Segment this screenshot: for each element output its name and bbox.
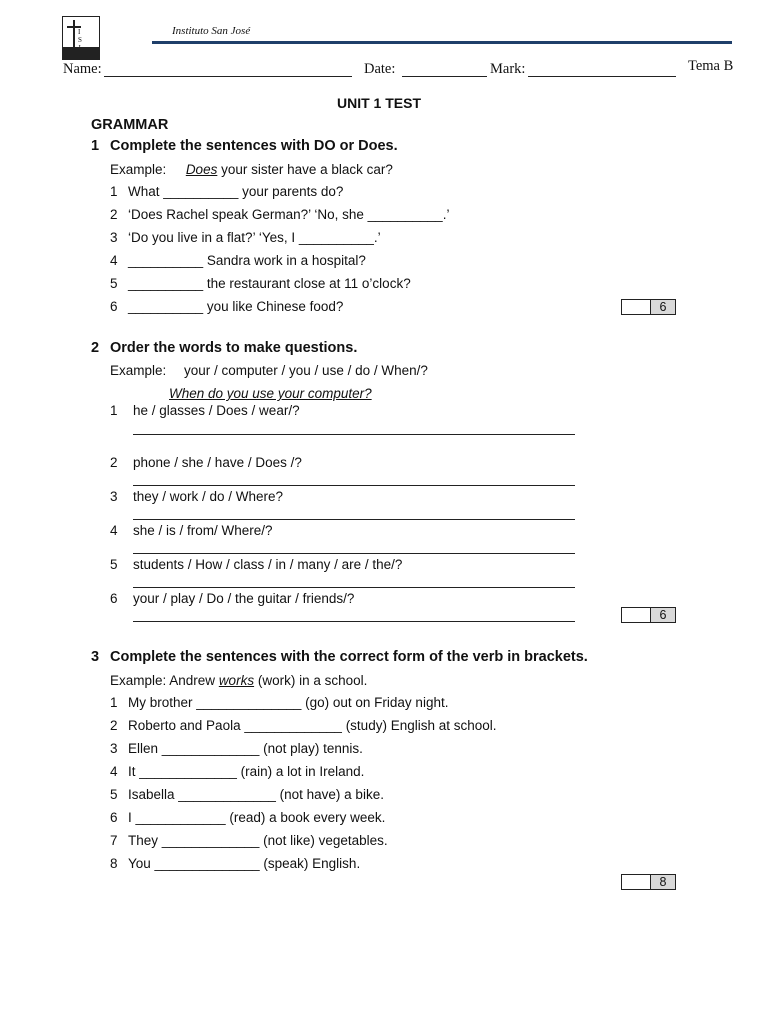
mark-field[interactable] <box>528 76 676 77</box>
q3-score-total: 8 <box>651 875 675 889</box>
q1-item-number: 5 <box>110 276 118 291</box>
q2-item-text: they / work / do / Where? <box>133 489 284 504</box>
q3-item-text[interactable]: Isabella _____________ (not have) a bike. <box>128 787 384 802</box>
q1-item-number: 4 <box>110 253 118 268</box>
q3-item-text[interactable]: You ______________ (speak) English. <box>128 856 361 871</box>
q3-score-input[interactable] <box>622 875 651 889</box>
tema-label: Tema B <box>688 58 734 74</box>
q1-score-total: 6 <box>651 300 675 314</box>
q3-example <box>110 673 367 688</box>
q1-score-input[interactable] <box>622 300 651 314</box>
q1-item-number: 3 <box>110 230 118 245</box>
q3-item-number: 8 <box>110 856 118 871</box>
q2-item-text: students / How / class / in / many / are / the/? <box>133 557 403 572</box>
q1-example <box>110 162 393 177</box>
q1-item-text[interactable]: ‘Do you live in a flat?’ ‘Yes, I __________.’ <box>128 230 381 245</box>
q3-item-number: 3 <box>110 741 118 756</box>
q2-item-text: she / is / from/ Where/? <box>133 523 273 538</box>
q1-item-text[interactable]: __________ Sandra work in a hospital? <box>128 253 366 268</box>
school-logo <box>62 16 100 60</box>
q2-score-input[interactable] <box>622 608 651 622</box>
q3-item-text[interactable]: They _____________ (not like) vegetables. <box>128 833 388 848</box>
q1-item-text[interactable]: __________ you like Chinese food? <box>128 299 344 314</box>
q2-item-text: phone / she / have / Does /? <box>133 455 302 470</box>
q1-example-label: Example: <box>110 162 167 177</box>
q2-example-label: Example: <box>110 363 167 378</box>
q3-item-number: 7 <box>110 833 118 848</box>
q3-item-number: 4 <box>110 764 118 779</box>
page-title: UNIT 1 TEST <box>337 95 422 111</box>
q3-number: 3 <box>91 649 100 665</box>
q2-answer-line[interactable] <box>133 434 575 435</box>
q2-answer-line[interactable] <box>133 621 575 622</box>
q2-answer-line[interactable] <box>133 587 575 588</box>
q2-item-number: 1 <box>110 403 118 418</box>
date-label: Date: <box>364 61 396 77</box>
q3-item-number: 6 <box>110 810 118 825</box>
q3-item-number: 1 <box>110 695 118 710</box>
q1-heading: Complete the sentences with DO or Does. <box>110 138 398 154</box>
section-title: GRAMMAR <box>91 117 169 133</box>
q1-item-text[interactable]: __________ the restaurant close at 11 o’clock? <box>128 276 411 291</box>
q3-item-text[interactable]: Roberto and Paola _____________ (study) English at school. <box>128 718 497 733</box>
q3-item-text[interactable]: My brother ______________ (go) out on Friday night. <box>128 695 449 710</box>
q2-item-number: 3 <box>110 489 118 504</box>
q3-example-answer: works <box>218 673 255 688</box>
q1-item-number: 2 <box>110 207 118 222</box>
q2-item-text: he / glasses / Does / wear/? <box>133 403 300 418</box>
q1-item-text[interactable]: ‘Does Rachel speak German?’ ‘No, she __________.’ <box>128 207 450 222</box>
q1-number: 1 <box>91 138 100 154</box>
q2-answer-line[interactable] <box>133 485 575 486</box>
q3-example-label: Example: Andrew <box>110 673 219 688</box>
q1-score-box <box>621 299 676 315</box>
logo-letters: I S <box>78 28 82 44</box>
q2-number: 2 <box>91 340 100 356</box>
q1-item-number: 6 <box>110 299 118 314</box>
mark-label: Mark: <box>490 61 526 77</box>
q1-item-text[interactable]: What __________ your parents do? <box>128 184 344 199</box>
q2-answer-line[interactable] <box>133 519 575 520</box>
q3-heading: Complete the sentences with the correct form of the verb in brackets. <box>110 649 588 665</box>
q2-item-number: 2 <box>110 455 118 470</box>
q3-score-box <box>621 874 676 890</box>
q1-item-number: 1 <box>110 184 118 199</box>
name-field[interactable] <box>104 76 352 77</box>
q2-score-box <box>621 607 676 623</box>
q1-example-answer: Does <box>185 162 218 177</box>
q3-item-number: 2 <box>110 718 118 733</box>
q1-example-rest: your sister have a black car? <box>217 162 393 177</box>
q2-heading: Order the words to make questions. <box>110 340 358 356</box>
date-field[interactable] <box>402 76 487 77</box>
q2-answer-line[interactable] <box>133 553 575 554</box>
q3-item-number: 5 <box>110 787 118 802</box>
q3-item-text[interactable]: I ____________ (read) a book every week. <box>128 810 386 825</box>
q2-example-answer: When do you use your computer? <box>169 386 372 401</box>
q2-item-number: 4 <box>110 523 118 538</box>
q2-item-number: 5 <box>110 557 118 572</box>
q2-item-text: your / play / Do / the guitar / friends/? <box>133 591 355 606</box>
q2-example-words: your / computer / you / use / do / When/? <box>184 363 428 378</box>
q2-score-total: 6 <box>651 608 675 622</box>
name-label: Name: <box>63 61 102 77</box>
q3-example-rest: (work) in a school. <box>254 673 368 688</box>
school-name: Instituto San José <box>172 25 251 37</box>
q3-item-text[interactable]: It _____________ (rain) a lot in Ireland. <box>128 764 365 779</box>
q2-item-number: 6 <box>110 591 118 606</box>
q3-item-text[interactable]: Ellen _____________ (not play) tennis. <box>128 741 363 756</box>
header-divider <box>152 41 732 44</box>
